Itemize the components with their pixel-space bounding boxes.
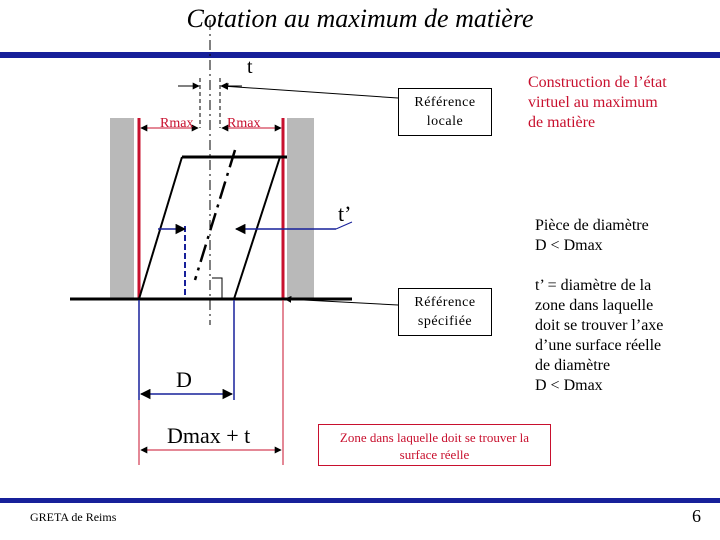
part-axis <box>195 150 235 280</box>
t-prime-def-line-1: t’ = diamètre de la <box>535 277 652 294</box>
construction-line-3: de matière <box>528 114 596 131</box>
t-prime-def-line-4: d’une surface réelle <box>535 337 662 354</box>
reference-specifiee-line-2: spécifiée <box>417 314 473 329</box>
page-number: 6 <box>692 506 701 526</box>
reference-locale-box <box>398 88 492 136</box>
perpendicular-symbol <box>212 278 222 298</box>
t-label: t <box>247 56 253 78</box>
t-prime-def-line-5: de diamètre <box>535 357 611 374</box>
page-title: Cotation au maximum de matière <box>186 4 534 33</box>
t-prime-def-line-6: D < Dmax <box>535 377 603 394</box>
dmax-t-label: Dmax + t <box>167 423 251 448</box>
construction-line-1: Construction de l’état <box>528 74 667 91</box>
zone-line-1: Zone dans laquelle doit se trouver la <box>339 430 530 445</box>
part-left-edge <box>139 157 182 299</box>
reference-locale-line-2: locale <box>426 114 464 129</box>
left-wall <box>110 118 134 299</box>
part-right-edge <box>234 157 280 299</box>
piece-line-2: D < Dmax <box>535 237 603 254</box>
t-prime-def-line-3: doit se trouver l’axe <box>535 317 664 334</box>
t-prime-def-line-2: zone dans laquelle <box>535 297 654 314</box>
footer-rule <box>0 498 720 503</box>
rmax-right-label: Rmax <box>227 116 261 131</box>
piece-line-1: Pièce de diamètre <box>535 217 649 234</box>
t-prime-definition <box>535 276 710 396</box>
reference-locale-line-1: Référence <box>414 95 476 110</box>
reference-specifiee-line-1: Référence <box>414 295 476 310</box>
footer-org: GRETA de Reims <box>30 510 117 524</box>
right-wall <box>287 118 314 299</box>
zone-box <box>318 424 551 466</box>
zone-line-2: surface réelle <box>399 447 470 462</box>
piece-note <box>535 216 705 256</box>
construction-line-2: virtuel au maximum <box>528 94 658 111</box>
t-prime-label: t’ <box>338 201 352 226</box>
leader-reference-locale <box>222 86 398 98</box>
construction-note <box>528 73 708 133</box>
d-label: D <box>176 367 192 392</box>
rmax-left-label: Rmax <box>160 116 194 131</box>
reference-specifiee-box <box>398 288 492 336</box>
